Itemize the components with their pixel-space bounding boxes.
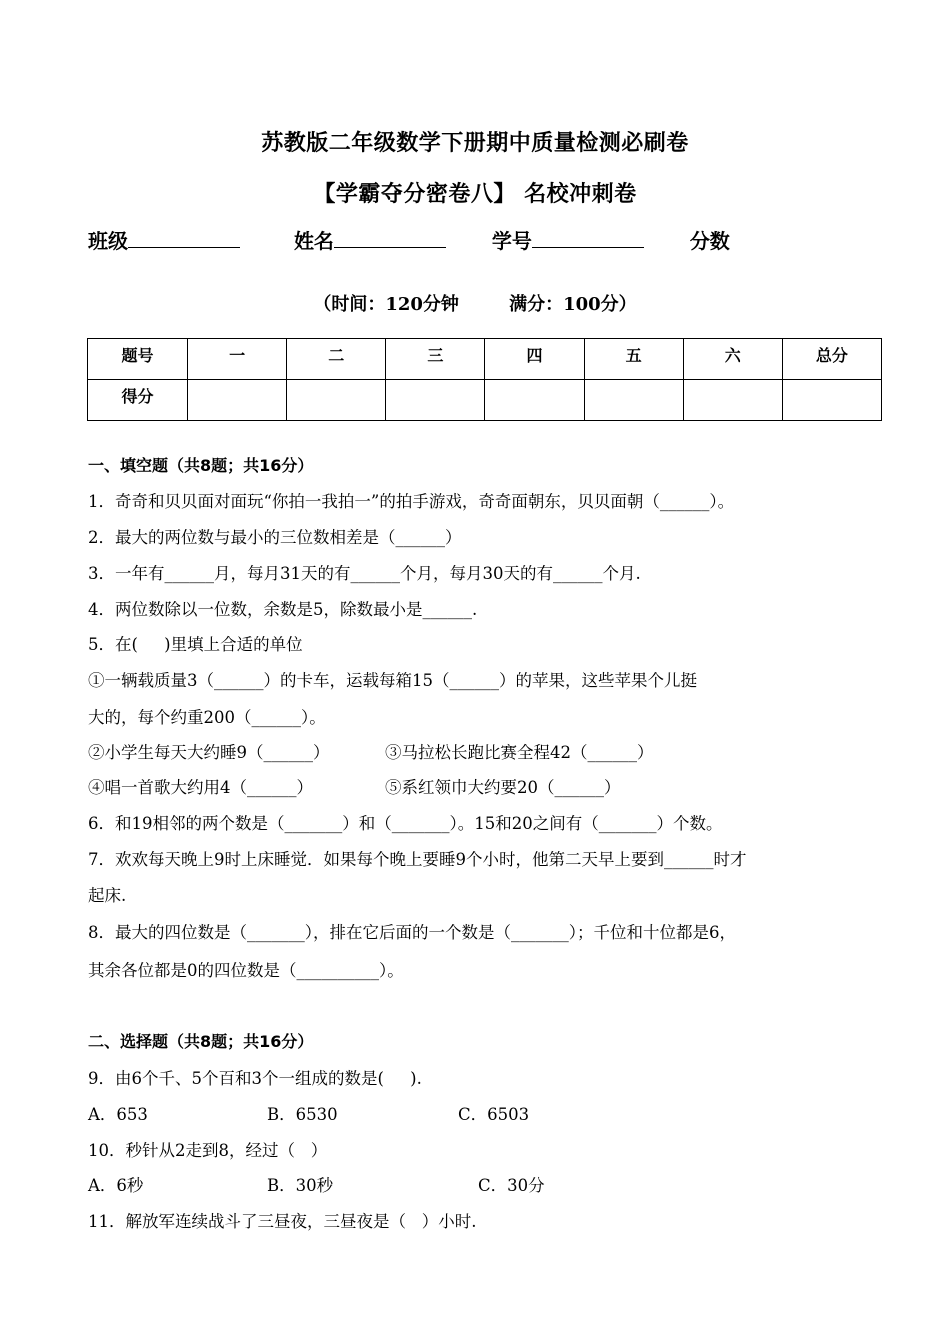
question-3: 3．一年有______月，每月31天的有______个月，每月30天的有______个月. bbox=[88, 564, 641, 583]
score-cell[interactable] bbox=[584, 380, 683, 421]
score-row-label: 得分 bbox=[88, 380, 188, 421]
score-label: 分数 bbox=[689, 229, 730, 253]
question-10-option-c[interactable]: C．30分 bbox=[478, 1176, 545, 1195]
question-9: 9．由6个千、5个百和3个一组成的数是( ). bbox=[88, 1069, 422, 1088]
score-cell[interactable] bbox=[287, 380, 386, 421]
score-table-score-row bbox=[88, 380, 882, 421]
question-5: 5．在( )里填上合适的单位 bbox=[88, 635, 303, 654]
score-table-header-cell: 题号 bbox=[88, 339, 188, 380]
question-8-cont: 其余各位都是0的四位数是（__________）。 bbox=[88, 961, 404, 980]
question-7-cont: 起床. bbox=[88, 886, 127, 905]
question-1: 1．奇奇和贝贝面对面玩“你拍一我拍一”的拍手游戏，奇奇面朝东，贝贝面朝（______）。 bbox=[88, 492, 735, 511]
question-9-option-a[interactable]: A．653 bbox=[88, 1105, 148, 1124]
student-info-line bbox=[88, 225, 730, 254]
question-5-part-2: ②小学生每天大约睡9（______） bbox=[88, 743, 330, 762]
page-subtitle: 【学霸夺分密卷八】 名校冲刺卷 bbox=[313, 182, 637, 207]
class-label: 班级 bbox=[88, 229, 128, 253]
question-6: 6．和19相邻的两个数是（_______）和（_______）。15和20之间有（_______）个数。 bbox=[88, 814, 723, 833]
score-cell[interactable] bbox=[485, 380, 584, 421]
question-7: 7．欢欢每天晚上9时上床睡觉．如果每个晚上要睡9个小时，他第二天早上要到______时才 bbox=[88, 850, 747, 869]
score-table-header-cell: 二 bbox=[287, 339, 386, 380]
question-5-part-5: ⑤系红领巾大约要20（______） bbox=[385, 778, 621, 797]
question-2: 2．最大的两位数与最小的三位数相差是（______） bbox=[88, 528, 462, 547]
page-title: 苏教版二年级数学下册期中质量检测必刷卷 bbox=[261, 131, 689, 156]
question-4: 4．两位数除以一位数，余数是5，除数最小是______. bbox=[88, 600, 478, 619]
score-table-header-row bbox=[88, 339, 882, 380]
score-table-header-cell: 总分 bbox=[782, 339, 881, 380]
score-cell[interactable] bbox=[683, 380, 782, 421]
score-table-header-cell: 四 bbox=[485, 339, 584, 380]
question-10-option-a[interactable]: A．6秒 bbox=[88, 1176, 144, 1195]
question-10: 10．秒针从2走到8，经过（ ） bbox=[88, 1141, 328, 1160]
name-blank[interactable] bbox=[334, 229, 446, 248]
question-5-part-1-cont: 大的，每个约重200（______）。 bbox=[88, 708, 326, 727]
question-9-option-b[interactable]: B．6530 bbox=[267, 1105, 338, 1124]
question-9-option-c[interactable]: C．6503 bbox=[458, 1105, 530, 1124]
name-label: 姓名 bbox=[293, 229, 334, 253]
time-line: （时间：120分钟 满分：100分） bbox=[313, 294, 637, 315]
section-1-title: 一、填空题（共8题；共16分） bbox=[88, 456, 314, 475]
score-table-header-cell: 五 bbox=[584, 339, 683, 380]
score-table bbox=[87, 338, 882, 421]
id-label: 学号 bbox=[491, 229, 532, 253]
score-table-header-cell: 六 bbox=[683, 339, 782, 380]
question-11: 11．解放军连续战斗了三昼夜，三昼夜是（ ）小时. bbox=[88, 1212, 477, 1231]
id-blank[interactable] bbox=[532, 229, 644, 248]
score-table-header-cell: 一 bbox=[188, 339, 287, 380]
score-cell[interactable] bbox=[386, 380, 485, 421]
score-cell[interactable] bbox=[188, 380, 287, 421]
score-cell[interactable] bbox=[782, 380, 881, 421]
question-10-option-b[interactable]: B．30秒 bbox=[267, 1176, 334, 1195]
section-2-title: 二、选择题（共8题；共16分） bbox=[88, 1032, 314, 1051]
question-5-part-1: ①一辆载质量3（______）的卡车，运载每箱15（______）的苹果，这些苹果个儿挺 bbox=[88, 671, 697, 690]
question-5-part-3: ③马拉松长跑比赛全程42（______） bbox=[385, 743, 654, 762]
score-table-header-cell: 三 bbox=[386, 339, 485, 380]
class-blank[interactable] bbox=[128, 229, 240, 248]
question-8: 8．最大的四位数是（_______），排在它后面的一个数是（_______）；千位和十位都是6， bbox=[88, 923, 736, 942]
question-5-part-4: ④唱一首歌大约用4（______） bbox=[88, 778, 313, 797]
